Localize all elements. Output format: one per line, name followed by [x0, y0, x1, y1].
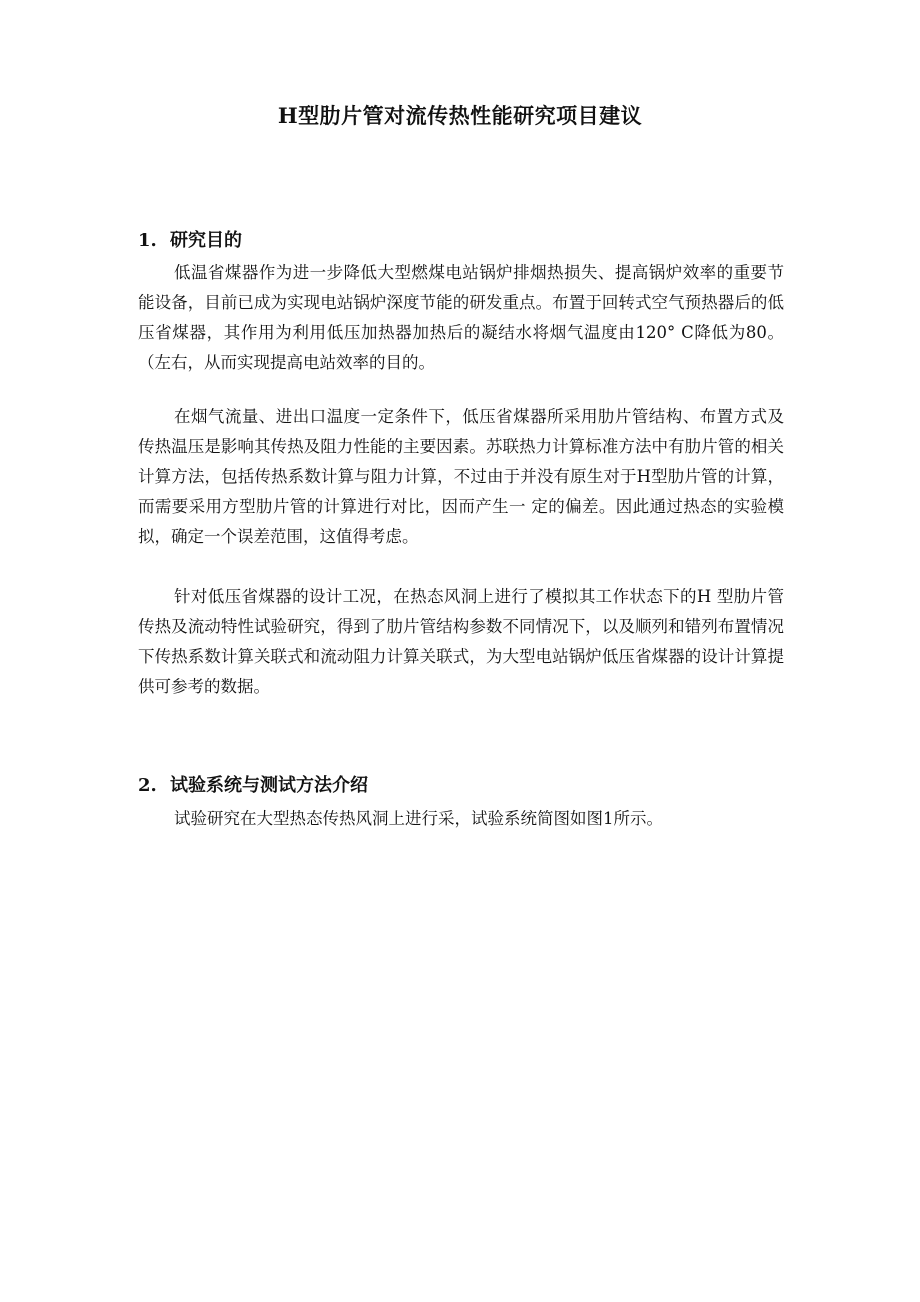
paragraph: 在烟气流量、进出口温度一定条件下，低压省煤器所采用肋片管结构、布置方式及传热温压是影响其传热及阻力性能的主要因素。苏联热力计算标准方法中有肋片管的相关计算方法，包括传热系数计算与阻力计算，不过由于并没有原生对于H型肋片管的计算，而需要采用方型肋片管的计算进行对比，因而产生一 定的偏差。因此通过热态的实验模拟，确定一个误差范围，这值得考虑。 — [138, 407, 784, 546]
section-number: 2. — [138, 775, 157, 796]
section-heading-test-system — [138, 771, 368, 797]
paragraph: 试验研究在大型热态传热风洞上进行采，试验系统简图如图1所示。 — [174, 809, 663, 828]
section-number: 1. — [138, 230, 157, 251]
section-title: 试验系统与测试方法介绍 — [170, 775, 368, 796]
paragraph: 针对低压省煤器的设计工况，在热态风洞上进行了模拟其工作状态下的H 型肋片管传热及流动特性试验研究，得到了肋片管结构参数不同情况下，以及顺列和错列布置情况下传热系数计算关联式和流动阻力计算关联式，为大型电站锅炉低压省煤器的设计计算提供可参考的数据。 — [138, 587, 784, 696]
section-title: 研究目的 — [170, 230, 242, 251]
document-title: H型肋片管对流传热性能研究项目建议 — [277, 103, 643, 128]
section-heading-research-purpose — [138, 226, 242, 252]
paragraph: 低温省煤器作为进一步降低大型燃煤电站锅炉排烟热损失、提高锅炉效率的重要节能设备，目前已成为实现电站锅炉深度节能的研发重点。布置于回转式空气预热器后的低压省煤器，其作用为利用低压加热器加热后的凝结水将烟气温度由120° C降低为80。（左右，从而实现提高电站效率的目的。 — [138, 263, 784, 372]
